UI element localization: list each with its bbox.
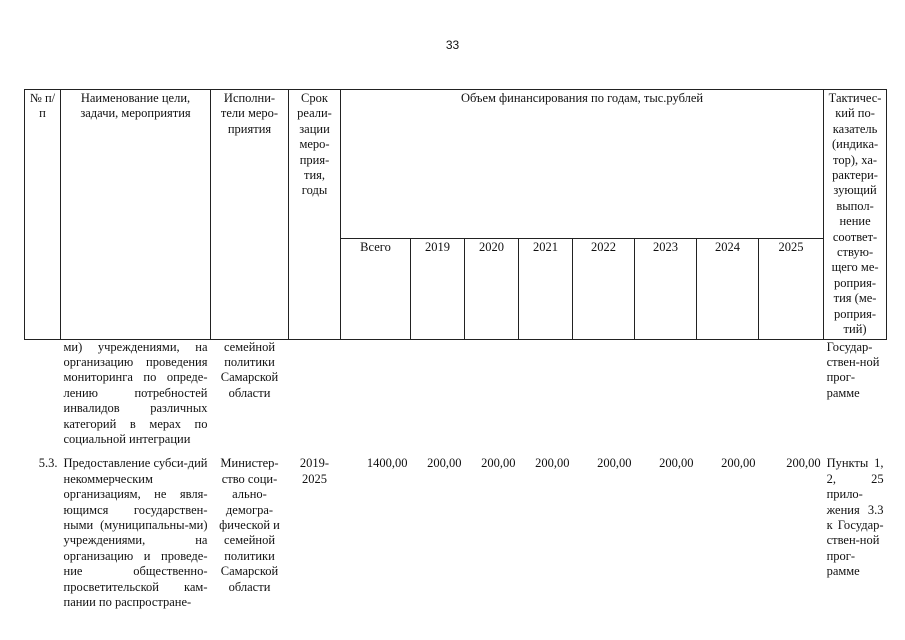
table-row xyxy=(25,339,887,448)
row-name: ми) учреждениями, на организацию проведения мониторинга по опреде-лению потребностей инвалидов различных категорий в мерах по социальной интеграции xyxy=(63,339,208,446)
header-term: Срок реали-зации меро-прия-тия, годы xyxy=(289,90,341,340)
row-value xyxy=(519,339,573,448)
row-value xyxy=(411,339,465,448)
row-term xyxy=(289,339,341,448)
header-year: 2023 xyxy=(635,239,697,339)
row-total: 1400,00 xyxy=(366,456,408,471)
row-executors: Министер-ство соци-ально-демогра-фической и семейной политики Самарской области xyxy=(219,456,280,594)
header-name: Наименование цели, задачи, мероприятия xyxy=(61,90,211,340)
header-indicator: Тактичес-кий по-казатель (индика-тор), ха-рактери-зующий выпол-нение соответ-ствую-щего ме-роприя-тия (ме-роприя-тий) xyxy=(824,90,887,340)
row-total xyxy=(341,339,411,448)
row-executors: семейной политики Самарской области xyxy=(220,339,279,400)
row-indicator: Пункты 1, 2, 25 прило-жения 3.3 к Государ-ствен-ной прог-рамме xyxy=(826,456,884,579)
funding-table xyxy=(24,89,887,611)
row-value: 200,00 xyxy=(659,456,694,471)
row-value xyxy=(697,339,759,448)
header-funding-group: Объем финансирования по годам, тыс.рублей xyxy=(341,90,824,239)
row-value: 200,00 xyxy=(481,456,516,471)
row-num xyxy=(25,339,61,448)
row-name: Предоставление субси-дий некоммерческим организациям, не явля-ющимся государствен-ными (муниципальны-ми) учреждениями, на организацию и проведе-ние общественно-просветительской кам-пании по распростране- xyxy=(63,456,208,609)
row-indicator: Государ-ствен-ной прог-рамме xyxy=(826,339,880,400)
header-year: 2022 xyxy=(573,239,635,339)
row-value xyxy=(759,339,824,448)
row-term: 2019-2025 xyxy=(299,456,330,486)
row-value: 200,00 xyxy=(786,456,821,471)
table-row xyxy=(25,448,887,611)
header-total: Всего xyxy=(341,239,411,339)
header-year: 2020 xyxy=(465,239,519,339)
header-year: 2025 xyxy=(759,239,824,339)
header-executors: Исполни-тели меро-приятия xyxy=(211,90,289,340)
header-year: 2019 xyxy=(411,239,465,339)
header-year: 2024 xyxy=(697,239,759,339)
row-value: 200,00 xyxy=(721,456,756,471)
table-header xyxy=(25,90,887,340)
page-number: 33 xyxy=(445,38,460,52)
row-value: 200,00 xyxy=(597,456,632,471)
header-year: 2021 xyxy=(519,239,573,339)
row-value: 200,00 xyxy=(535,456,570,471)
row-value xyxy=(635,339,697,448)
row-value xyxy=(573,339,635,448)
row-value: 200,00 xyxy=(427,456,462,471)
header-num: № п/п xyxy=(25,90,61,340)
row-value xyxy=(465,339,519,448)
row-num: 5.3. xyxy=(38,456,58,471)
